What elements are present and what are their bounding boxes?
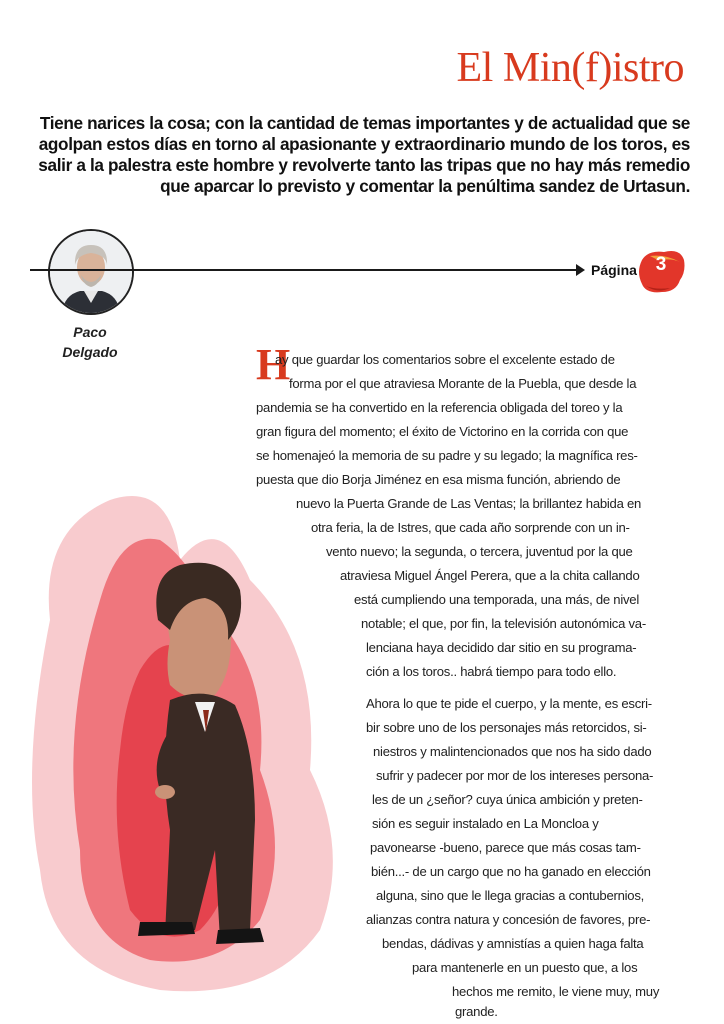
body-line: alguna, sino que le llega gracias a contubernios, — [376, 888, 644, 903]
body-line: Ahora lo que te pide el cuerpo, y la mente, es escri- — [366, 696, 652, 711]
body-line: niestros y malintencionados que nos ha sido dado — [373, 744, 652, 759]
body-line: grande. — [455, 1004, 498, 1019]
article-deck: Tiene narices la cosa; con la cantidad de temas importantes y de actualidad que se agolpan estos días en torno al apasionante y extraordinario mundo de los toros, es salir a la palestra este hombre y revolverte tanto las tripas que no hay más remedio que aparcar lo previsto y comentar la penúltima sandez de Urtasun. — [38, 113, 690, 196]
body-line: ción a los toros.. habrá tiempo para todo ello. — [366, 664, 617, 679]
page-number: 3 — [655, 254, 667, 275]
body-line: está cumpliendo una temporada, una más, de nivel — [354, 592, 639, 607]
body-line: bir sobre uno de los personajes más retorcidos, si- — [366, 720, 647, 735]
author-last-name: Delgado — [62, 344, 118, 360]
body-line: se homenajeó la memoria de su padre y su legado; la magnífica res- — [256, 448, 638, 463]
timeline-rule — [30, 269, 580, 271]
body-line: lenciana haya decidido dar sitio en su programa- — [366, 640, 637, 655]
body-line: pandemia se ha convertido en la referencia obligada del toreo y la — [256, 400, 623, 415]
body-line: forma por el que atraviesa Morante de la Puebla, que desde la — [289, 376, 637, 391]
body-line: atraviesa Miguel Ángel Perera, que a la chita callando — [340, 568, 640, 583]
drop-cap: H — [256, 340, 291, 389]
body-line: para mantenerle en un puesto que, a los — [412, 960, 638, 975]
body-line: otra feria, la de Istres, que cada año sorprende con un in- — [311, 520, 630, 535]
body-line: bendas, dádivas y amnistías a quien haga falta — [382, 936, 644, 951]
body-line: les de un ¿señor? cuya única ambición y preten- — [372, 792, 643, 807]
body-line: alianzas contra natura y concesión de favores, pre- — [366, 912, 651, 927]
body-line: bién...- de un cargo que no ha ganado en elección — [371, 864, 651, 879]
body-line: vento nuevo; la segunda, o tercera, juventud por la que — [326, 544, 633, 559]
body-line: notable; el que, por fin, la televisión autonómica va- — [361, 616, 646, 631]
body-line: pavonearse -bueno, parece que más cosas tam- — [370, 840, 641, 855]
body-line: sión es seguir instalado en La Moncloa y — [372, 816, 599, 831]
body-line: hechos me remito, le viene muy, muy — [452, 984, 660, 999]
body-line: gran figura del momento; el éxito de Victorino en la corrida con que — [256, 424, 629, 439]
body-line: sufrir y padecer por mor de los intereses persona- — [376, 768, 654, 783]
page-label: Página — [591, 262, 637, 278]
author-first-name: Paco — [73, 324, 107, 340]
body-line: ay que guardar los comentarios sobre el excelente estado de — [275, 352, 615, 367]
article-title: El Min(f)istro — [456, 45, 684, 91]
body-line: nuevo la Puerta Grande de Las Ventas; la brillantez habida en — [296, 496, 642, 511]
body-line: puesta que dio Borja Jiménez en esa misma función, abriendo de — [256, 472, 621, 487]
author-avatar — [48, 229, 134, 315]
arrow-icon — [576, 264, 585, 276]
author-name — [50, 322, 130, 362]
